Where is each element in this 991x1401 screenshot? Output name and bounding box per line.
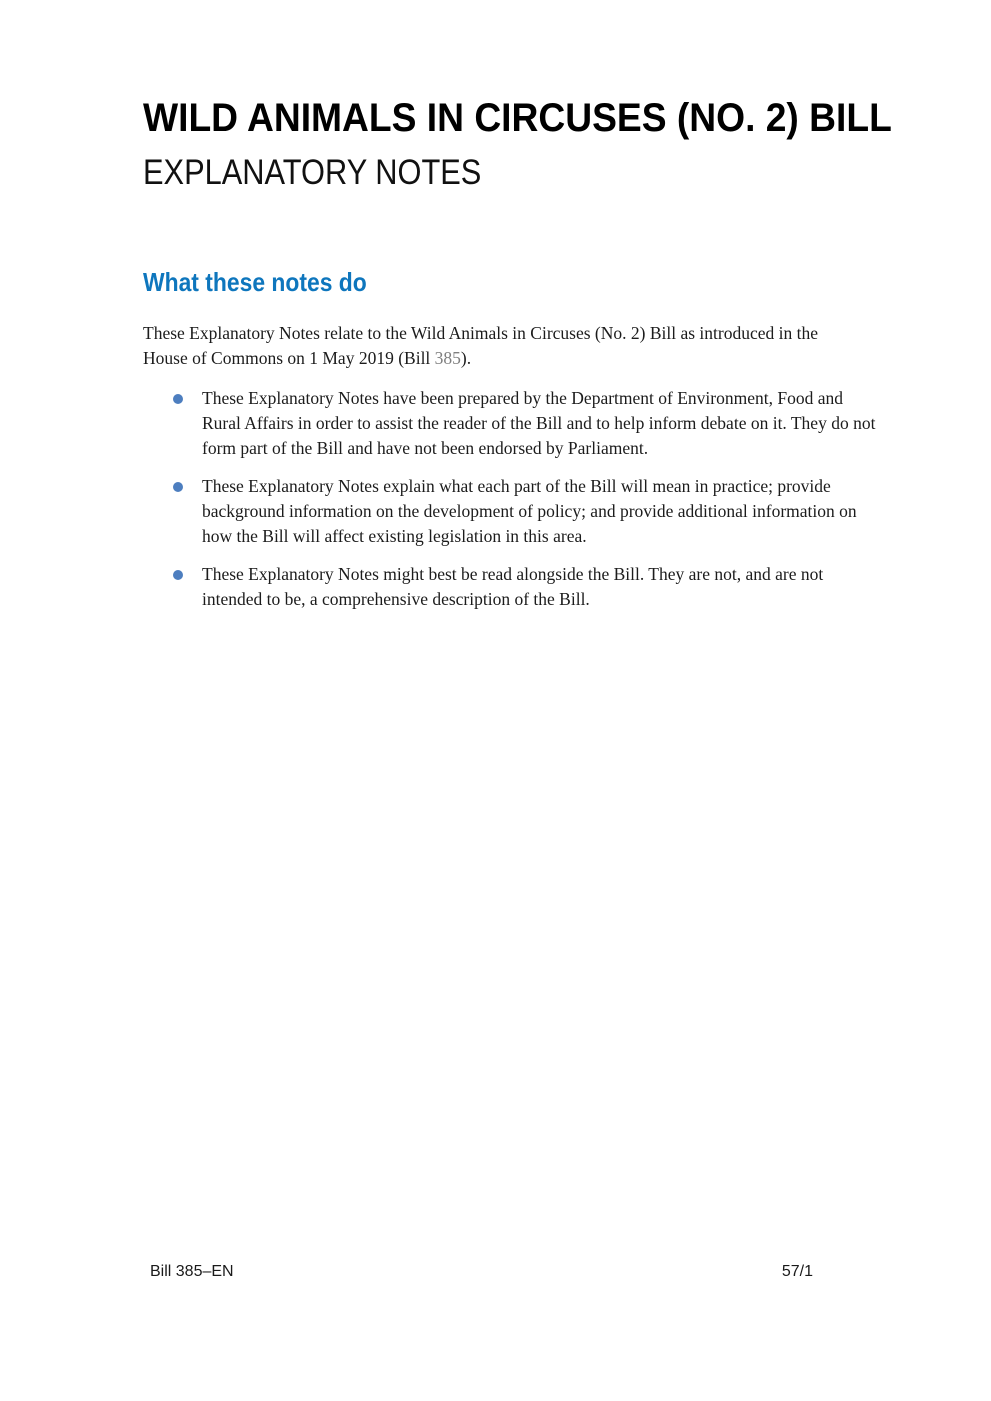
bullet-icon xyxy=(173,394,183,404)
bullet-icon xyxy=(173,570,183,580)
intro-paragraph xyxy=(143,321,857,371)
footer-bill-reference: Bill 385–EN xyxy=(150,1263,234,1280)
bullet-text: These Explanatory Notes have been prepared by the Department of Environment, Food and Rural Affairs in order to assist the reader of the Bill and to help inform debate on it. They do not form part of the Bill and have not been endorsed by Parliament. xyxy=(202,388,876,458)
intro-text-before: These Explanatory Notes relate to the Wild Animals in Circuses (No. 2) Bill as introduced in the House of Commons on 1 May 2019 (Bill xyxy=(143,323,819,368)
page-footer xyxy=(0,1263,991,1285)
bullet-item xyxy=(143,386,888,461)
intro-text-after: ). xyxy=(460,348,472,368)
document-subtitle-text: EXPLANATORY NOTES xyxy=(143,153,482,192)
bullet-item xyxy=(143,562,888,612)
document-subtitle xyxy=(143,152,528,194)
bullet-text: These Explanatory Notes might best be read alongside the Bill. They are not, and are not intended to be, a comprehensive description of the Bill. xyxy=(202,564,824,609)
footer-page-reference: 57/1 xyxy=(781,1263,813,1280)
document-title xyxy=(143,94,948,142)
section-heading-text: What these notes do xyxy=(143,267,367,297)
bill-number: 385 xyxy=(434,348,461,368)
document-title-text: WILD ANIMALS IN CIRCUSES (NO. 2) BILL xyxy=(143,96,892,140)
section-heading xyxy=(143,267,397,298)
notes-bullet-list xyxy=(143,386,888,625)
bullet-text: These Explanatory Notes explain what each part of the Bill will mean in practice; provide background information on the development of policy; and provide additional information on how the Bill will affect existing legislation in this area. xyxy=(202,476,857,546)
bullet-item xyxy=(143,474,888,549)
bullet-icon xyxy=(173,482,183,492)
